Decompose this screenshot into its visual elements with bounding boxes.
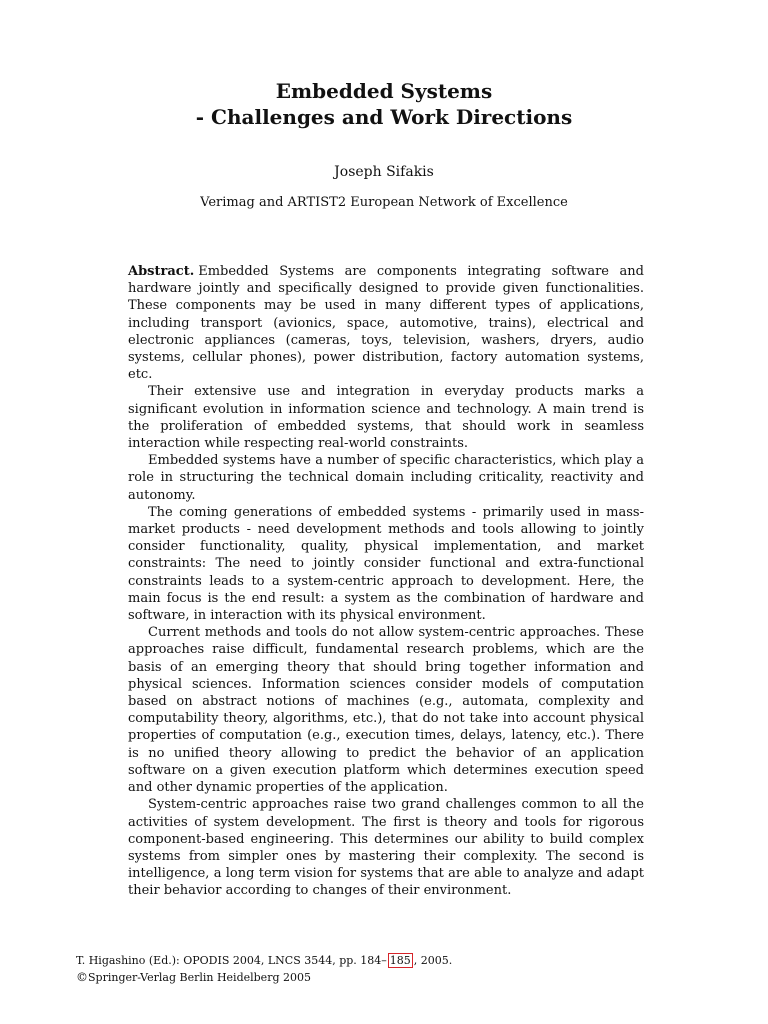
abstract-section bbox=[128, 263, 644, 900]
abstract-paragraph: System-centric approaches raise two grand challenges common to all the activities of system development. The first is theory and tools for rigorous component-based engineering. This determines our ability to build complex systems from simpler ones by mastering their complexity. The second is intelligence, a long term vision for systems that are able to analyze and adapt their behavior according to changes of their environment. bbox=[128, 797, 644, 899]
footnote-citation bbox=[76, 953, 696, 986]
author-affiliation: Verimag and ARTIST2 European Network of Excellence bbox=[200, 195, 568, 210]
abstract-label: Abstract. bbox=[128, 264, 195, 279]
abstract-paragraph-text: Embedded Systems are components integrating software and hardware jointly and specifically designed to provide given functionalities. These components may be used in many different types of applications, including transport (avionics, space, automotive, trains), electrical and electronic appliances (cameras, toys, television, washers, dryers, audio systems, cellular phones), power distribution, factory automation systems, etc. bbox=[128, 264, 644, 383]
citation-line bbox=[76, 953, 696, 969]
author-name: Joseph Sifakis bbox=[334, 164, 434, 180]
abstract-paragraph bbox=[128, 263, 644, 383]
abstract-paragraph: The coming generations of embedded systems - primarily used in mass-market products - need development methods and tools allowing to jointly consider functionality, quality, physical implementation, and market constraints: The need to jointly consider functional and extra-functional constraints leads to a system-centric approach to development. Here, the main focus is the end result: a system as the combination of hardware and software, in interaction with its physical environment. bbox=[128, 504, 644, 624]
copyright-text: Springer-Verlag Berlin Heidelberg 2005 bbox=[88, 971, 311, 984]
citation-suffix: , 2005. bbox=[413, 954, 453, 967]
copyright-line bbox=[76, 969, 696, 986]
abstract-paragraph: Current methods and tools do not allow system-centric approaches. These approaches raise difficult, fundamental research problems, which are the basis of an emerging theory that should bring together information and physical sciences. Information sciences consider models of computation based on abstract notions of machines (e.g., automata, complexity and computability theory, algorithms, etc.), that do not take into account physical properties of computation (e.g., execution times, delays, latency, etc.). There is no unified theory allowing to predict the behavior of an application software on a given execution platform which determines execution speed and other dynamic properties of the application. bbox=[128, 625, 644, 796]
abstract-paragraph: Embedded systems have a number of specific characteristics, which play a role in structuring the technical domain including criticality, reactivity and autonomy. bbox=[128, 453, 644, 503]
citation-text: T. Higashino (Ed.): OPODIS 2004, LNCS 3544, pp. 184– bbox=[76, 954, 387, 967]
page-link[interactable]: 185 bbox=[389, 954, 411, 967]
copyright-icon: © bbox=[76, 970, 88, 984]
paper-title-line-1: Embedded Systems bbox=[275, 79, 493, 103]
abstract-paragraph: Their extensive use and integration in everyday products marks a significant evolution in information science and technology. A main trend is the proliferation of embedded systems, that should work in seamless interaction while respecting real-world constraints. bbox=[128, 384, 644, 452]
paper-title-line-2: - Challenges and Work Directions bbox=[195, 105, 573, 129]
